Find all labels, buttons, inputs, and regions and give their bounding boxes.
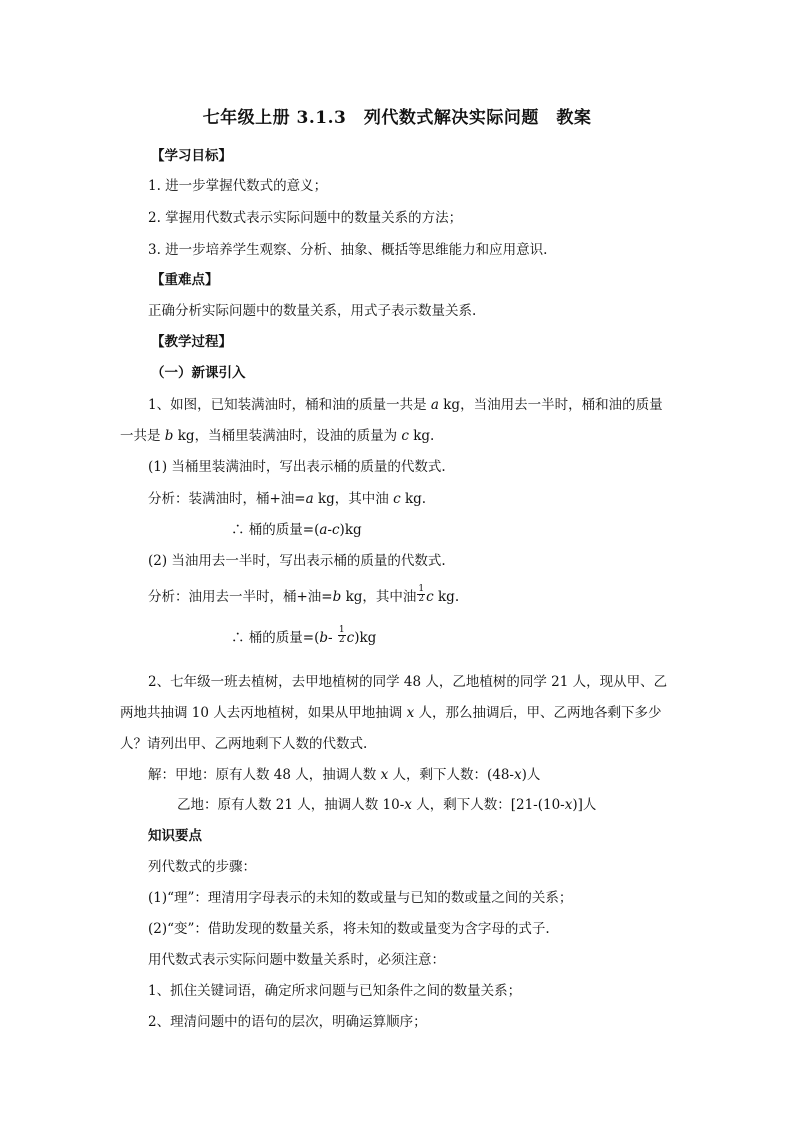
step-1: (1)“理”：理清用字母表示的未知的数或量与已知的数或量之间的关系； — [148, 890, 573, 906]
text-segment: 一共是 — [120, 428, 165, 444]
text-segment: ∴ 桶的质量=( — [231, 630, 320, 646]
variable-a: a — [430, 397, 439, 413]
objectives-heading: 【学习目标】 — [151, 148, 232, 164]
process-heading: 【教学过程】 — [151, 334, 232, 350]
page-title: 七年级上册 3.1.3 列代数式解决实际问题 教案 — [202, 108, 592, 128]
text-segment: 解：甲地：原有人数 48 人，抽调人数 — [148, 767, 381, 783]
key-points-heading: 【重难点】 — [151, 272, 219, 288]
variable-x: x — [514, 767, 522, 783]
text-segment: 1、如图，已知装满油时，桶和油的质量一共是 — [148, 397, 431, 413]
problem1-result1 — [231, 520, 362, 540]
variable-c: c — [401, 428, 409, 444]
problem1-line1 — [148, 395, 663, 415]
text-segment: )kg — [354, 630, 377, 646]
text-segment: )]人 — [572, 797, 597, 813]
problem1-analysis1 — [148, 489, 426, 509]
objective-item-1: 1. 进一步掌握代数式的意义； — [148, 178, 328, 194]
knowledge-heading: 知识要点 — [148, 828, 202, 844]
text-segment: 分析：油用去一半时，桶+油= — [148, 589, 333, 605]
fraction-one-half — [338, 626, 346, 645]
fraction-numerator: 1 — [338, 625, 345, 635]
note-title: 用代数式表示实际问题中数量关系时，必须注意： — [148, 952, 445, 968]
text-segment: kg. — [408, 428, 435, 444]
variable-x: x — [380, 767, 389, 783]
fraction-denominator: 2 — [338, 635, 345, 645]
text-segment: kg，其中油 — [341, 589, 417, 605]
text-segment: 乙地：原有人数 21 人，抽调人数 10- — [177, 797, 405, 813]
note-1: 1、抓住关键词语，确定所求问题与已知条件之间的数量关系； — [148, 983, 522, 999]
problem2-line2 — [120, 703, 661, 723]
problem1-result2 — [231, 625, 377, 648]
problem2-solution2 — [177, 795, 596, 815]
text-segment: 分析：装满油时，桶+油= — [148, 491, 306, 507]
objective-item-2: 2. 掌握用代数式表示实际问题中的数量关系的方法； — [148, 210, 463, 226]
note-2: 2、理清问题中的语句的层次，明确运算顺序； — [148, 1014, 427, 1030]
problem1-question1: (1) 当桶里装满油时，写出表示桶的质量的代数式. — [148, 459, 446, 475]
expression-a-minus-c: a-c — [319, 522, 340, 538]
variable-a: a — [305, 491, 314, 507]
text-segment: - — [328, 630, 337, 646]
fraction-numerator: 1 — [418, 584, 425, 594]
problem2-line1: 2、七年级一班去植树，去甲地植树的同学 48 人，乙地植树的同学 21 人，现从甲、乙 — [148, 674, 668, 690]
problem1-question2: (2) 当油用去一半时，写出表示桶的质量的代数式. — [148, 553, 446, 569]
text-segment: 人，剩下人数：[21-(10- — [411, 797, 565, 813]
key-points-text: 正确分析实际问题中的数量关系，用式子表示数量关系. — [148, 303, 477, 319]
objective-item-3: 3. 进一步培养学生观察、分析、抽象、概括等思维能力和应用意识. — [148, 242, 548, 258]
variable-b: b — [319, 630, 329, 646]
variable-c: c — [393, 491, 401, 507]
text-segment: 人，剩下人数：(48- — [388, 767, 514, 783]
text-segment: kg，当桶里装满油时，设油的质量为 — [173, 428, 402, 444]
text-segment: 人，那么抽调后，甲、乙两地各剩下多少 — [414, 705, 662, 721]
text-segment: kg，其中油 — [313, 491, 394, 507]
problem2-line3: 人？请列出甲、乙两地剩下人数的代数式. — [120, 736, 368, 752]
variable-x: x — [564, 797, 573, 813]
fraction-one-half — [417, 585, 425, 604]
variable-c: c — [346, 630, 355, 646]
steps-title: 列代数式的步骤： — [148, 859, 256, 875]
text-segment: kg. — [400, 491, 427, 507]
problem2-solution1 — [148, 765, 540, 785]
text-segment: kg. — [433, 589, 460, 605]
variable-b: b — [332, 589, 342, 605]
text-segment: )kg — [339, 522, 362, 538]
text-segment: 两地共抽调 10 人去丙地植树，如果从甲地抽调 — [120, 705, 407, 721]
fraction-denominator: 2 — [418, 594, 425, 604]
text-segment: kg，当油用去一半时，桶和油的质量 — [438, 397, 663, 413]
problem1-line2 — [120, 426, 434, 446]
text-segment: )人 — [521, 767, 541, 783]
problem1-analysis2 — [148, 584, 460, 607]
variable-x: x — [404, 797, 412, 813]
variable-b: b — [164, 428, 174, 444]
variable-c: c — [426, 589, 434, 605]
intro-heading: （一）新课引入 — [151, 365, 246, 381]
step-2: (2)“变”：借助发现的数量关系，将未知的数或量变为含字母的式子. — [148, 921, 550, 937]
text-segment: ∴ 桶的质量=( — [231, 522, 320, 538]
variable-x: x — [406, 705, 415, 721]
